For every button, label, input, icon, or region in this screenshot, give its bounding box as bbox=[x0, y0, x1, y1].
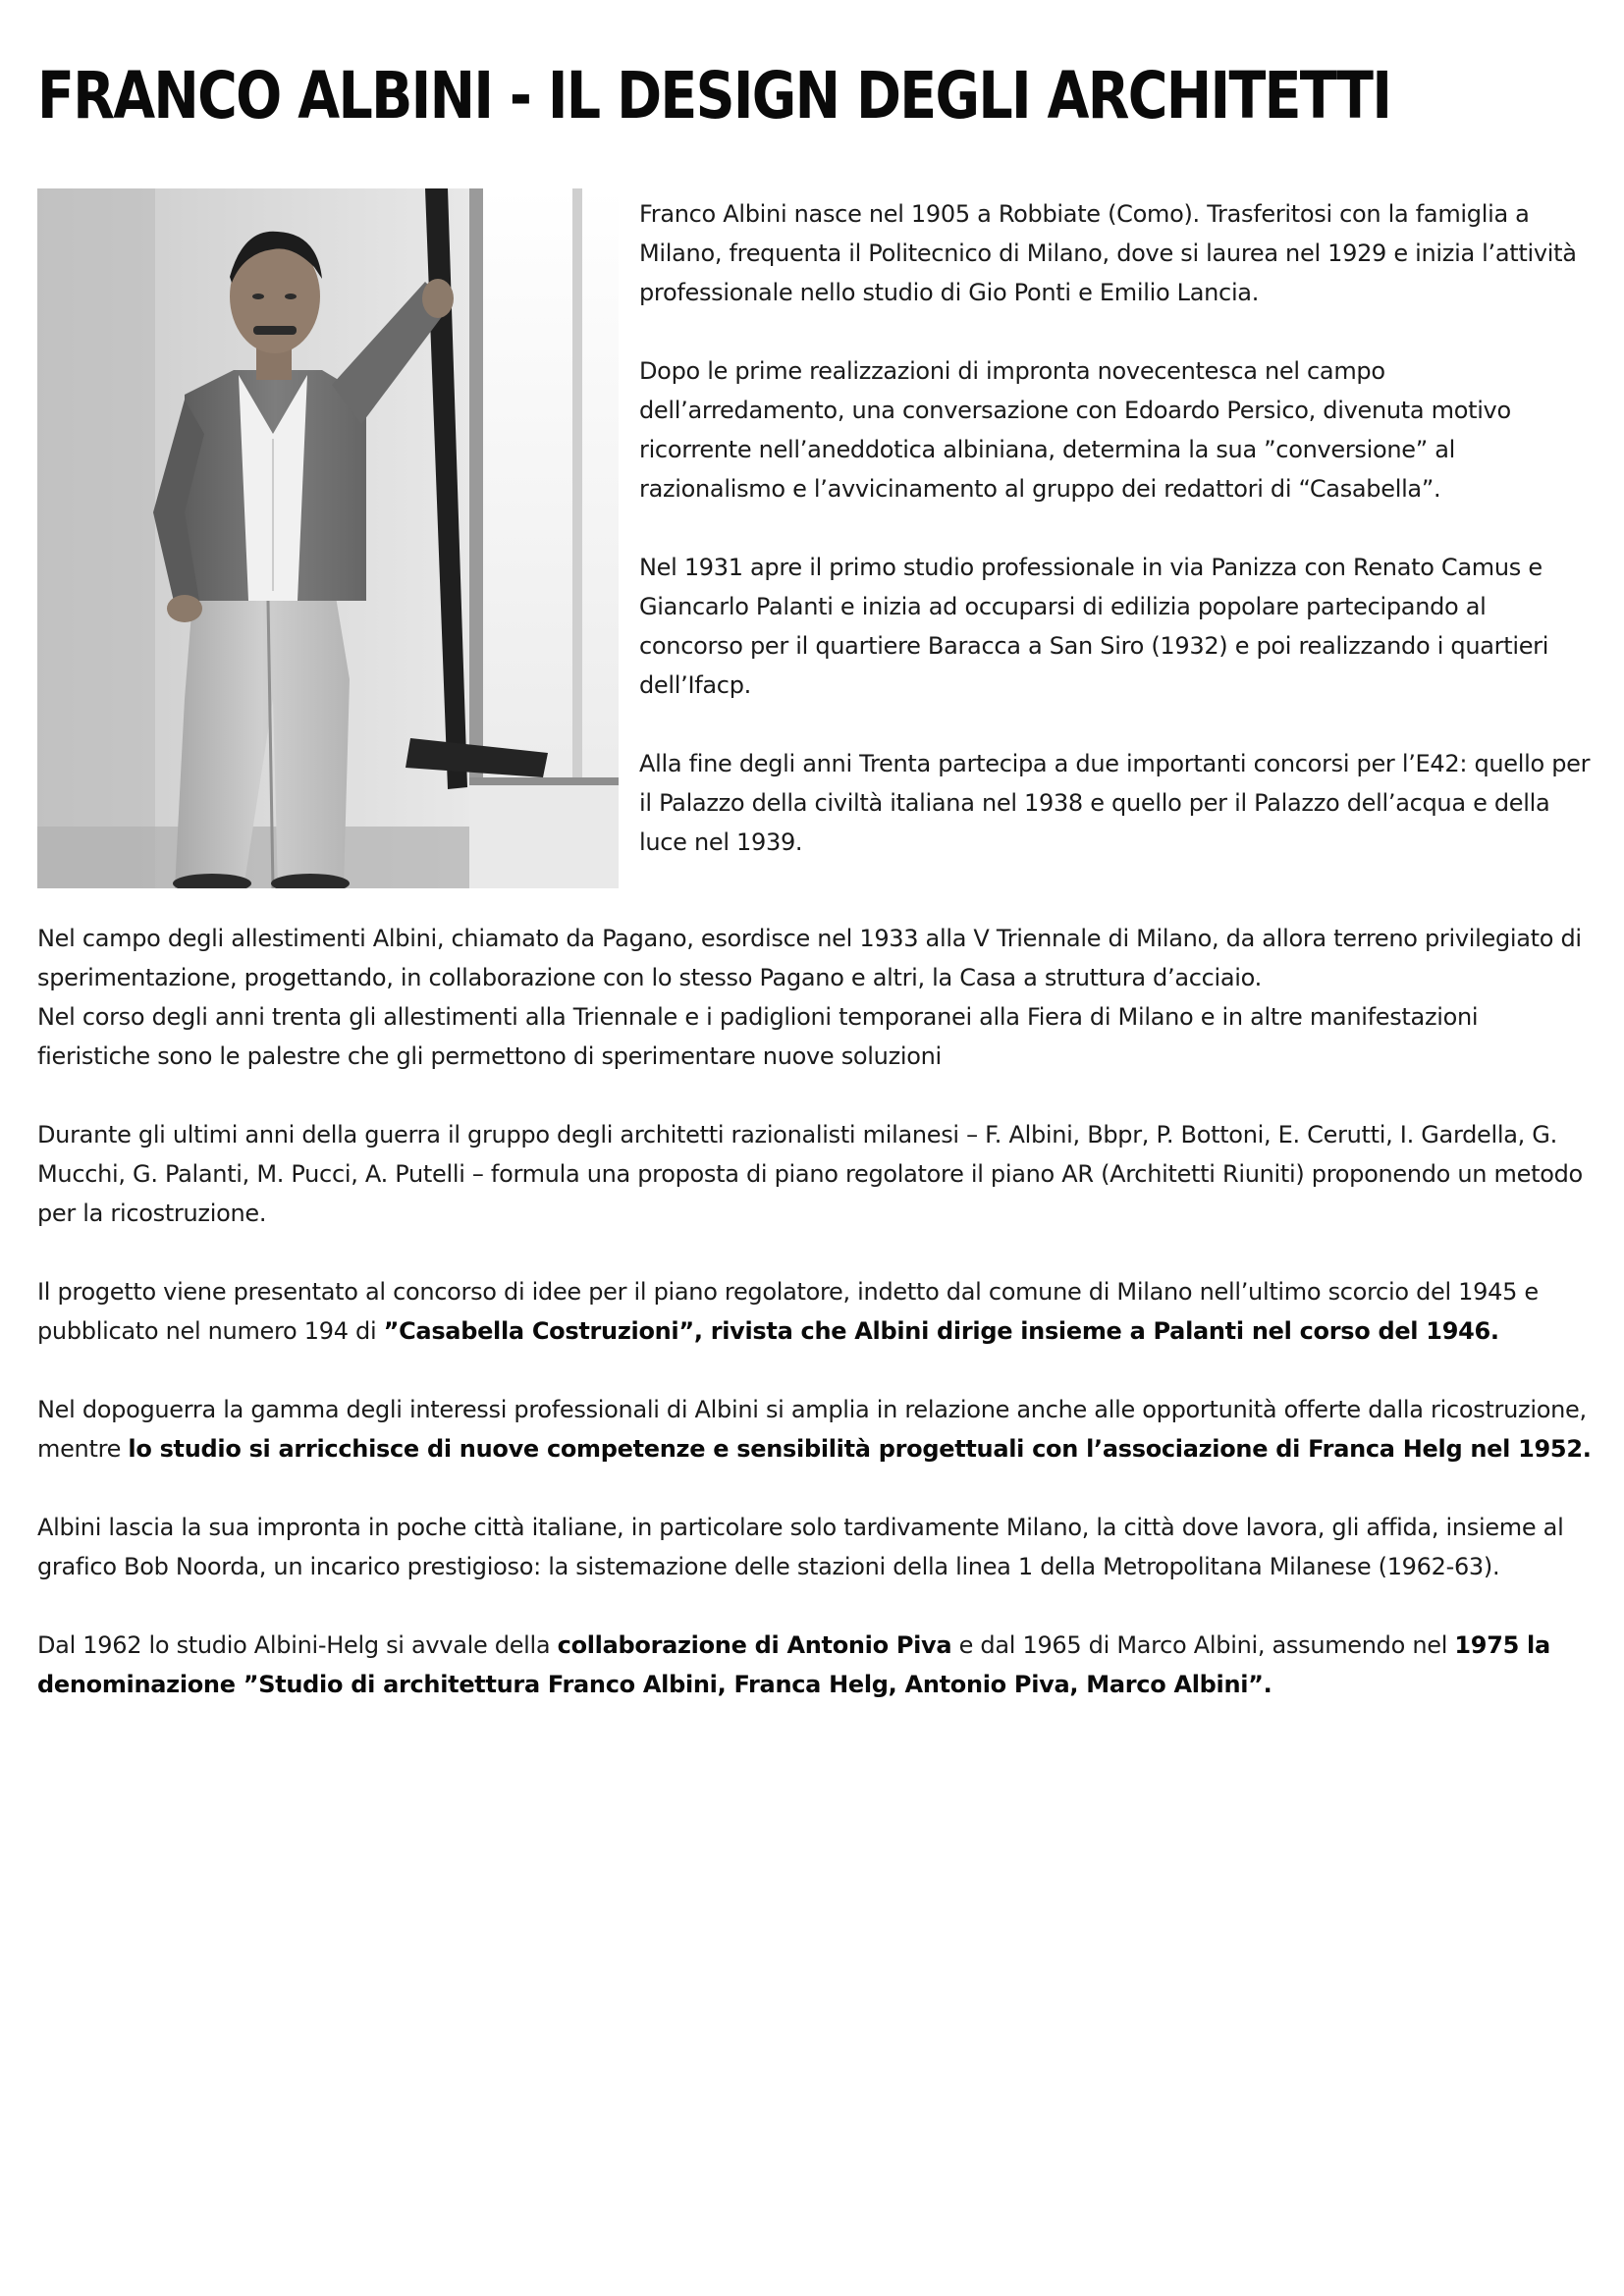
paragraph-metropolitana: Albini lascia la sua impronta in poche città italiane, in particolare solo tardivamente Milano, la città dove lavora, gli affida, insieme al grafico Bob Noorda, un incarico prestigioso: la sistemazione delle stazioni della linea 1 della Metropolitana Milanese (1962-63). bbox=[37, 1514, 1564, 1580]
paragraph-studio-highlight-2: 1975 la denominazione ”Studio di architettura Franco Albini, Franca Helg, Antonio Piva, Marco Albini”. bbox=[37, 1631, 1550, 1698]
intro-paragraph-conversion: Dopo le prime realizzazioni di impronta novecentesca nel campo dell’arredamento, una conversazione con Edoardo Persico, divenuta motivo ricorrente nell’aneddotica albiniana, determina la sua ”conversione” al razionalismo e l’avvicinamento al gruppo dei redattori di “Casabella”. bbox=[639, 357, 1511, 503]
page-title: FRANCO ALBINI - IL DESIGN DEGLI ARCHITETTI bbox=[37, 58, 1391, 133]
paragraph-dopoguerra-text: Nel dopoguerra la gamma degli interessi professionali di Albini si amplia in relazione anche alle opportunità offerte dalla ricostruzione, mentre bbox=[37, 1396, 1587, 1463]
paragraph-studio-albini-helg bbox=[37, 1626, 1594, 1704]
paragraph-casabella bbox=[37, 1272, 1594, 1351]
main-column bbox=[37, 919, 1594, 1743]
intro-column bbox=[639, 194, 1597, 901]
paragraph-piano-ar: Durante gli ultimi anni della guerra il gruppo degli architetti razionalisti milanesi – F. Albini, Bbpr, P. Bottoni, E. Cerutti, I. Gardella, G. Mucchi, G. Palanti, M. Pucci, A. Putelli – formula una proposta di piano regolatore il piano AR (Architetti Riuniti) proponendo un metodo per la ricostruzione. bbox=[37, 1121, 1583, 1227]
paragraph-studio-highlight-1: collaborazione di Antonio Piva bbox=[557, 1631, 952, 1659]
paragraph-dopoguerra bbox=[37, 1390, 1594, 1468]
paragraph-exhibitions: Nel corso degli anni trenta gli allestimenti alla Triennale e i padiglioni temporanei alla Fiera di Milano e in altre manifestazioni fieristiche sono le palestre che gli permettono di sperimentare nuove soluzioni bbox=[37, 1003, 1479, 1070]
intro-paragraph-birth: Franco Albini nasce nel 1905 a Robbiate (Como). Trasferitosi con la famiglia a Milano, frequenta il Politecnico di Milano, dove si laurea nel 1929 e inizia l’attività professionale nello studio di Gio Ponti e Emilio Lancia. bbox=[639, 200, 1577, 306]
paragraph-studio-text-2: e dal 1965 di Marco Albini, assumendo nel bbox=[951, 1631, 1455, 1659]
paragraph-casabella-text: Il progetto viene presentato al concorso di idee per il piano regolatore, indetto dal comune di Milano nell’ultimo scorcio del 1945 e pubblicato nel numero 194 di bbox=[37, 1278, 1539, 1345]
intro-paragraph-e42: Alla fine degli anni Trenta partecipa a due importanti concorsi per l’E42: quello per il Palazzo della civiltà italiana nel 1938 e quello per il Palazzo dell’acqua e della luce nel 1939. bbox=[639, 750, 1591, 856]
intro-paragraph-first-studio: Nel 1931 apre il primo studio professionale in via Panizza con Renato Camus e Giancarlo Palanti e inizia ad occuparsi di edilizia popolare partecipando al concorso per il quartiere Baracca a San Siro (1932) e poi realizzando i quartieri dell’Ifacp. bbox=[639, 554, 1549, 699]
paragraph-studio-text-1: Dal 1962 lo studio Albini-Helg si avvale della bbox=[37, 1631, 558, 1659]
paragraph-triennale: Nel campo degli allestimenti Albini, chiamato da Pagano, esordisce nel 1933 alla V Triennale di Milano, da allora terreno privilegiato di sperimentazione, progettando, in collaborazione con lo stesso Pagano e altri, la Casa a struttura d’acciaio. bbox=[37, 925, 1582, 991]
portrait-photo bbox=[37, 188, 619, 888]
paragraph-dopoguerra-highlight: lo studio si arricchisce di nuove competenze e sensibilità progettuali con l’associazione di Franca Helg nel 1952. bbox=[128, 1435, 1592, 1463]
paragraph-casabella-highlight: ”Casabella Costruzioni”, rivista che Albini dirige insieme a Palanti nel corso del 1946. bbox=[383, 1317, 1499, 1345]
